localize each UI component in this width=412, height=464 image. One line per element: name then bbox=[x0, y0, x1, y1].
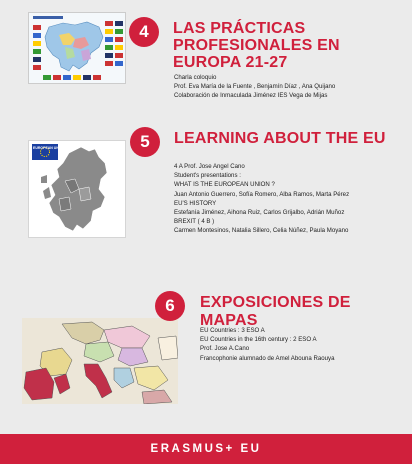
detail-line: Francophonie alumnado de Amel Abouna Raouya bbox=[200, 354, 335, 362]
europe-flags-map-icon bbox=[29, 13, 126, 84]
footer-banner bbox=[0, 434, 412, 464]
detail-line: WHAT IS THE EUROPEAN UNION ? bbox=[174, 181, 275, 189]
detail-line: EU'S HISTORY bbox=[174, 199, 217, 207]
detail-line: Prof. Jose A.Cano bbox=[200, 345, 250, 353]
section-details bbox=[174, 162, 349, 236]
title-line: LEARNING ABOUT THE EU bbox=[174, 130, 386, 147]
section-number-badge bbox=[130, 127, 160, 157]
section-title bbox=[200, 294, 412, 330]
footer-label: ERASMUS+ EU bbox=[150, 443, 262, 455]
section-number: 6 bbox=[165, 296, 175, 315]
title-line: EUROPA 21-27 bbox=[173, 54, 288, 71]
painted-europe-map-icon bbox=[22, 318, 178, 404]
detail-line: Colaboración de Inmaculada Jiménez IES Vega de Mijas bbox=[174, 92, 328, 100]
section-title bbox=[174, 130, 386, 148]
europe-flags-map-image bbox=[28, 12, 126, 84]
thumb-label: EUROPEAN UNION bbox=[33, 146, 66, 150]
detail-line: Student's presentations : bbox=[174, 172, 241, 180]
section-title bbox=[173, 20, 340, 71]
detail-line: Juan Antonio Guerrero, Sofía Romero, Alba Ramos, Marta Pérez bbox=[174, 190, 350, 198]
detail-line: 4 A Prof. Jose Angel Cano bbox=[174, 163, 245, 170]
detail-line: BREXIT ( 4 B ) bbox=[174, 218, 215, 226]
detail-line: EU Countries in the 16th century : 2 ESO A bbox=[200, 336, 317, 344]
section-number: 5 bbox=[140, 132, 150, 151]
title-line: EXPOSICIONES DE MAPAS bbox=[200, 294, 351, 329]
detail-line: Carmen Montesinos, Natalia Sillero, Celia Núñez, Paula Moyano bbox=[174, 227, 349, 235]
title-line: LAS PRÁCTICAS bbox=[173, 20, 306, 37]
detail-line: Estefanía Jiménez, Aihona Ruiz, Carlos Grijalbo, Adrián Muñoz bbox=[174, 209, 345, 217]
section-details bbox=[174, 73, 335, 101]
section-details bbox=[200, 326, 335, 363]
section-number-badge bbox=[129, 17, 159, 47]
detail-line: Prof. Eva María de la Fuente , Benjamín Díaz , Ana Quijano bbox=[174, 83, 336, 91]
title-line: PROFESIONALES EN bbox=[173, 37, 340, 54]
detail-line: EU Countries : 3 ESO A bbox=[200, 327, 265, 334]
maps-exhibition-photo bbox=[22, 318, 178, 404]
section-number: 4 bbox=[139, 22, 149, 41]
eu-grey-map-icon bbox=[29, 141, 126, 238]
section-number-badge bbox=[155, 291, 185, 321]
detail-line: Charla coloquio bbox=[174, 74, 217, 81]
eu-map-image bbox=[28, 140, 126, 238]
